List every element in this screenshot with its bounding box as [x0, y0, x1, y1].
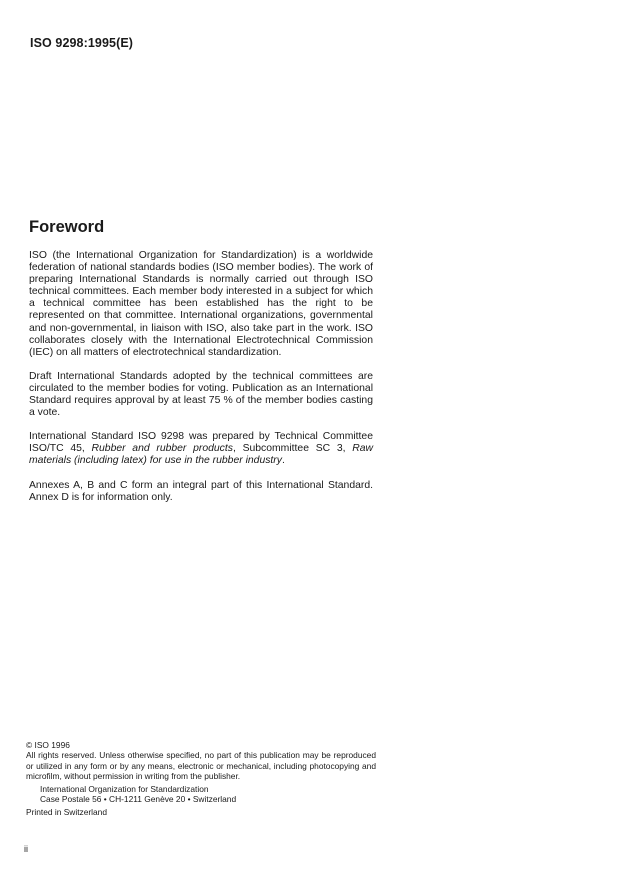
paragraph-draft-standards: Draft International Standards adopted by the technical committees are circulated to the member bodies for voting. Publication as an International Standard requires approval by at least 75 % of the member bodies casting a vote.	[29, 370, 373, 419]
foreword-body	[29, 250, 373, 516]
preparation-text-3: .	[281, 455, 285, 467]
page-title: Foreword	[29, 218, 105, 236]
document-id-header: ISO 9298:1995(E)	[30, 36, 134, 50]
printed-location: Printed in Switzerland	[26, 806, 107, 817]
publisher-address: Case Postale 56 • CH-1211 Genève 20 • Switzerland	[40, 794, 237, 805]
committee-title: Rubber and rubber products	[91, 443, 233, 455]
paragraph-preparation	[29, 431, 373, 467]
preparation-text-2: , Subcommittee SC 3,	[232, 443, 353, 455]
rights-statement: All rights reserved. Unless otherwise specified, no part of this publication may be reproduced or utilized in any form or by any means, electronic or mechanical, including photocopying and microfilm, without permission in writing from the publisher.	[26, 750, 376, 781]
publisher-name: International Organization for Standardization	[40, 784, 209, 795]
copyright-notice: © ISO 1996	[26, 740, 70, 750]
subcommittee-title: Raw materials (including latex) for use in the rubber industry	[29, 443, 374, 467]
copyright-block	[26, 740, 376, 817]
preparation-text-1: International Standard ISO 9298 was prepared by Technical Committee ISO/TC 45,	[29, 431, 373, 455]
paragraph-annexes: Annexes A, B and C form an integral part of this International Standard. Annex D is for information only.	[29, 479, 373, 503]
paragraph-iso-intro: ISO (the International Organization for Standardization) is a worldwide federation of national standards bodies (ISO member bodies). The work of preparing International Standards is normally carried out through ISO technical committees. Each member body interested in a subject for which a technical committee has been established has the right to be represented on that committee. International organizations, governmental and non-governmental, in liaison with ISO, also take part in the work. ISO collaborates closely with the International Electrotechnical Commission (IEC) on all matters of electrotechnical standardization.	[29, 250, 373, 358]
page-number: ii	[24, 844, 28, 854]
